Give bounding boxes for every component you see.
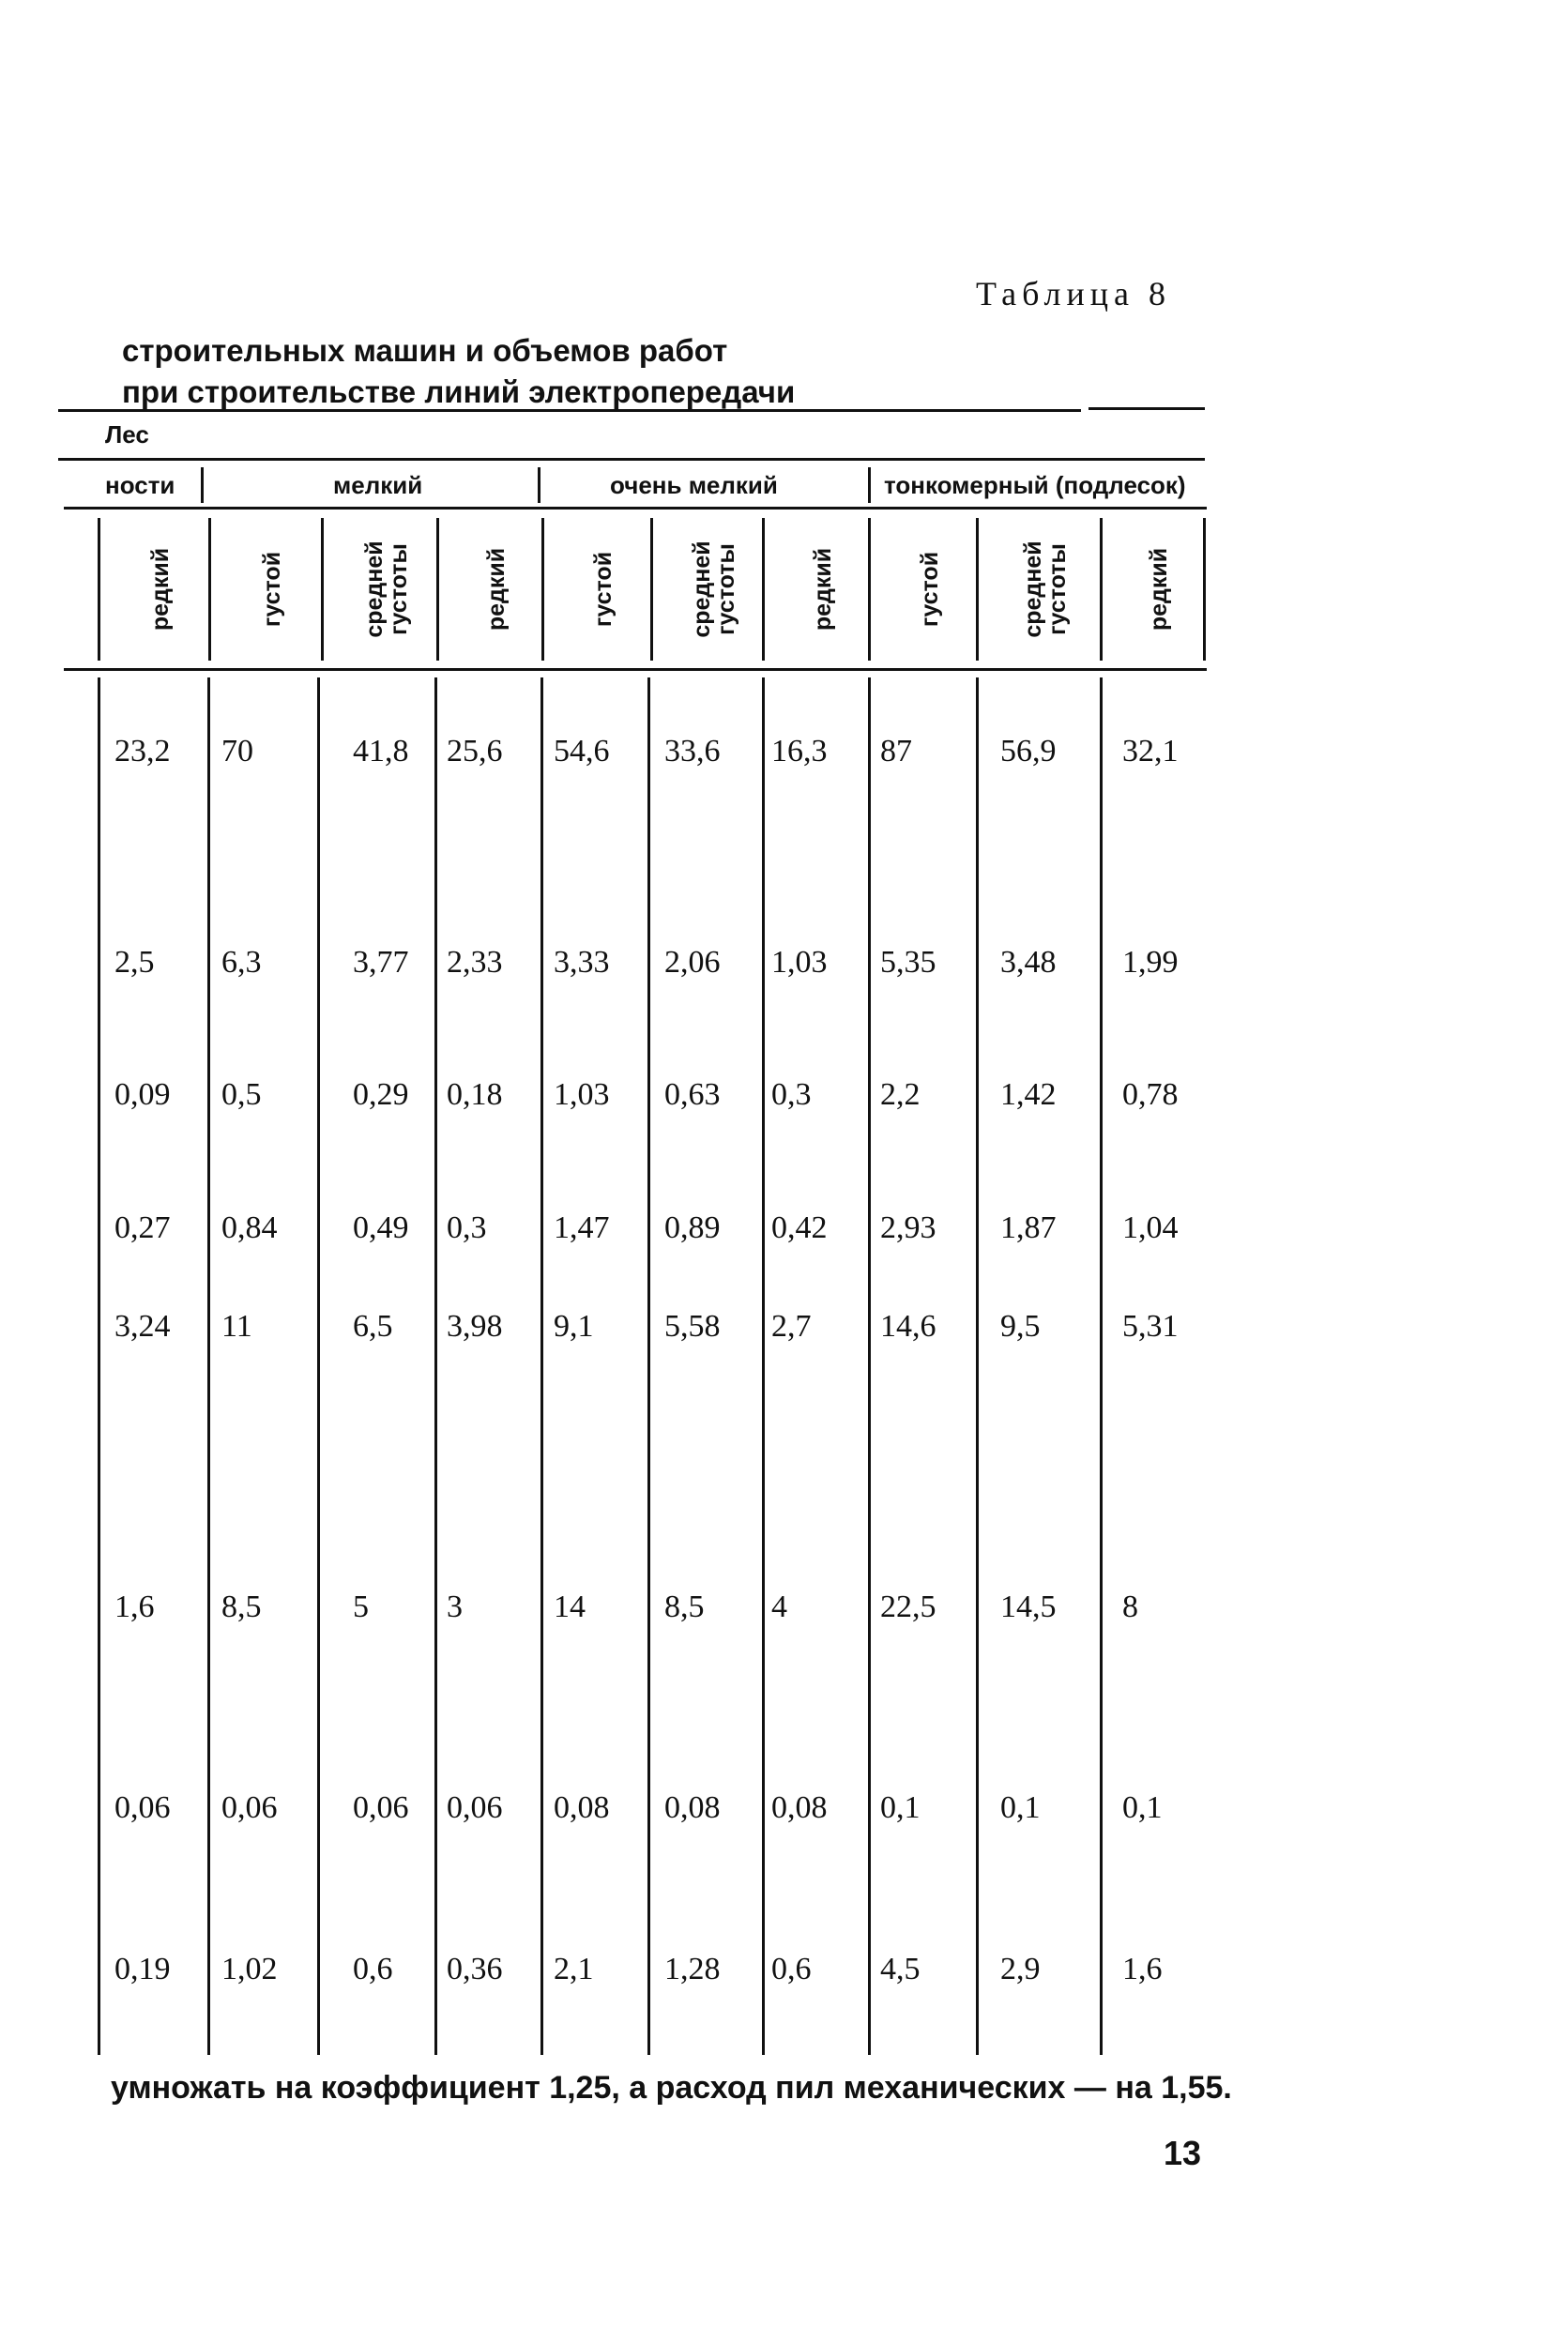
group-divider (201, 467, 204, 503)
table-cell: 2,7 (771, 1309, 812, 1344)
table-cell: 3 (447, 1590, 463, 1624)
group-label: мелкий (333, 471, 423, 499)
rule-top-1 (58, 409, 1081, 412)
table-cell: 0,1 (880, 1790, 921, 1825)
table-cell: 0,78 (1122, 1077, 1179, 1112)
table-cell: 1,6 (114, 1590, 155, 1624)
body-column-divider (868, 677, 871, 2055)
header-column-divider (436, 518, 439, 661)
table-cell: 0,08 (664, 1790, 721, 1825)
table-cell: 1,02 (221, 1952, 278, 1986)
table-cell: 3,77 (353, 945, 409, 980)
table-cell: 14,6 (880, 1309, 936, 1344)
table-cell: 0,3 (447, 1210, 487, 1245)
body-column-divider (976, 677, 979, 2055)
header-column-divider (541, 518, 544, 661)
group-label: тонкомерный (подлесок) (884, 471, 1186, 499)
table-cell: 4 (771, 1590, 787, 1624)
table-cell: 3,24 (114, 1309, 171, 1344)
table-cell: 0,08 (771, 1790, 828, 1825)
table-cell: 32,1 (1122, 734, 1179, 768)
table-cell: 2,33 (447, 945, 503, 980)
table-cell: 14,5 (1000, 1590, 1057, 1624)
page-number: 13 (1164, 2134, 1202, 2172)
table-cell: 3,48 (1000, 945, 1057, 980)
body-column-divider (1100, 677, 1103, 2055)
table-cell: 23,2 (114, 734, 171, 768)
rule-columns-bottom (64, 668, 1207, 671)
table-cell: 0,06 (447, 1790, 503, 1825)
body-column-divider (540, 677, 543, 2055)
table-cell: 9,5 (1000, 1309, 1041, 1344)
footer-note: умножать на коэффициент 1,25, а расход пил механических — на 1,55. (111, 2070, 1232, 2106)
table-cell: 0,18 (447, 1077, 503, 1112)
column-header: средней густоты (360, 540, 412, 638)
table-cell: 0,19 (114, 1952, 171, 1986)
group-divider (868, 467, 871, 503)
table-cell: 9,1 (554, 1309, 594, 1344)
group-label: очень мелкий (610, 471, 778, 499)
column-header: густой (916, 551, 943, 628)
body-column-divider (647, 677, 650, 2055)
table-cell: 41,8 (353, 734, 409, 768)
table-cell: 6,3 (221, 945, 262, 980)
table-number-label: Таблица 8 (976, 275, 1171, 312)
table-cell: 56,9 (1000, 734, 1057, 768)
table-cell: 1,03 (771, 945, 828, 980)
column-header: густой (259, 551, 285, 628)
table-cell: 2,9 (1000, 1952, 1041, 1986)
column-header: редкий (1146, 547, 1172, 631)
column-header: густой (590, 551, 617, 628)
column-header: редкий (147, 547, 174, 631)
header-column-divider (98, 518, 100, 661)
table-cell: 3,33 (554, 945, 610, 980)
table-cell: 3,98 (447, 1309, 503, 1344)
table-cell: 33,6 (664, 734, 721, 768)
table-cell: 16,3 (771, 734, 828, 768)
table-title-line-2: при строительстве линий электропередачи (122, 374, 796, 409)
table-cell: 0,6 (771, 1952, 812, 1986)
table-cell: 0,63 (664, 1077, 721, 1112)
table-cell: 54,6 (554, 734, 610, 768)
header-column-divider (1100, 518, 1103, 661)
header-column-divider (762, 518, 765, 661)
table-cell: 0,1 (1122, 1790, 1163, 1825)
group-divider (538, 467, 540, 503)
group-label: ности (105, 471, 175, 499)
body-column-divider (434, 677, 437, 2055)
header-column-divider (321, 518, 324, 661)
table-cell: 0,27 (114, 1210, 171, 1245)
header-column-divider (208, 518, 211, 661)
table-cell: 6,5 (353, 1309, 393, 1344)
column-header: средней густоты (1020, 540, 1071, 638)
body-column-divider (207, 677, 210, 2055)
table-cell: 0,1 (1000, 1790, 1041, 1825)
table-cell: 0,3 (771, 1077, 812, 1112)
column-header: редкий (809, 547, 836, 631)
table-cell: 25,6 (447, 734, 503, 768)
body-column-divider (317, 677, 320, 2055)
table-cell: 5 (353, 1590, 369, 1624)
table-cell: 2,93 (880, 1210, 936, 1245)
table-cell: 1,04 (1122, 1210, 1179, 1245)
table-cell: 4,5 (880, 1952, 921, 1986)
body-column-divider (762, 677, 765, 2055)
table-cell: 0,09 (114, 1077, 171, 1112)
table-cell: 2,5 (114, 945, 155, 980)
table-cell: 0,29 (353, 1077, 409, 1112)
table-cell: 0,5 (221, 1077, 262, 1112)
table-cell: 0,6 (353, 1952, 393, 1986)
body-column-divider (98, 677, 100, 2055)
table-cell: 0,49 (353, 1210, 409, 1245)
table-cell: 14 (554, 1590, 586, 1624)
column-header: средней густоты (688, 540, 739, 638)
table-cell: 87 (880, 734, 912, 768)
header-column-divider (976, 518, 979, 661)
table-cell: 0,08 (554, 1790, 610, 1825)
table-cell: 8,5 (221, 1590, 262, 1624)
table-cell: 2,1 (554, 1952, 594, 1986)
table-cell: 11 (221, 1309, 252, 1344)
rule-forest-bottom (58, 458, 1205, 461)
table-cell: 2,06 (664, 945, 721, 980)
table-cell: 0,06 (114, 1790, 171, 1825)
table-cell: 1,87 (1000, 1210, 1057, 1245)
table-cell: 0,42 (771, 1210, 828, 1245)
table-cell: 5,35 (880, 945, 936, 980)
column-header: редкий (483, 547, 510, 631)
table-cell: 8,5 (664, 1590, 705, 1624)
header-column-divider (650, 518, 653, 661)
table-title (122, 330, 795, 413)
table-cell: 5,58 (664, 1309, 721, 1344)
table-cell: 1,28 (664, 1952, 721, 1986)
table-cell: 8 (1122, 1590, 1138, 1624)
table-cell: 22,5 (880, 1590, 936, 1624)
table-cell: 1,42 (1000, 1077, 1057, 1112)
table-cell: 5,31 (1122, 1309, 1179, 1344)
table-cell: 0,06 (221, 1790, 278, 1825)
table-cell: 70 (221, 734, 253, 768)
header-column-divider (868, 518, 871, 661)
table-cell: 0,84 (221, 1210, 278, 1245)
table-cell: 0,36 (447, 1952, 503, 1986)
table-cell: 1,47 (554, 1210, 610, 1245)
table-cell: 0,06 (353, 1790, 409, 1825)
table-cell: 2,2 (880, 1077, 921, 1112)
table-cell: 0,89 (664, 1210, 721, 1245)
header-column-divider (1203, 518, 1206, 661)
table-title-line-1: строительных машин и объемов работ (122, 333, 728, 368)
rule-groups-bottom (64, 507, 1207, 510)
table-cell: 1,6 (1122, 1952, 1163, 1986)
rule-top-2 (1088, 407, 1205, 410)
forest-label: Лес (105, 420, 149, 449)
table-cell: 1,03 (554, 1077, 610, 1112)
table-cell: 1,99 (1122, 945, 1179, 980)
